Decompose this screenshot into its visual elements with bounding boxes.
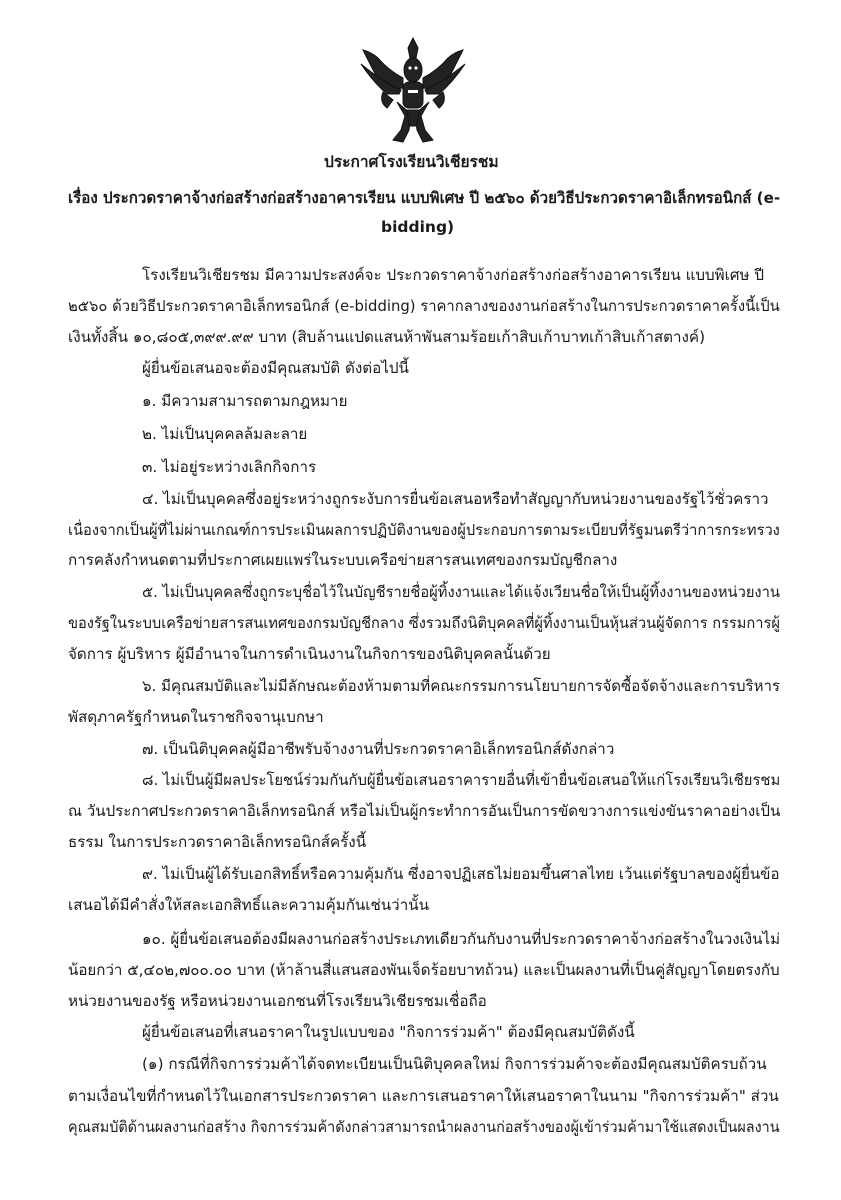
body-line: ของรัฐในระบบเครือข่ายสารสนเทศของกรมบัญชีกลาง ซึ่งรวมถึงนิติบุคคลที่ผู้ทิ้งงานเป็นหุ้นส่วนผู้จัดการ กรรมการผู้ [68,614,780,632]
body-line: ๘. ไม่เป็นผู้มีผลประโยชน์ร่วมกันกับผู้ยื่นข้อเสนอราคารายอื่นที่เข้ายื่นข้อเสนอให้แก่โรงเรียนวิเชียรชม [142,771,781,789]
body-line: ๒๕๖๐ ด้วยวิธีประกวดราคาอิเล็กทรอนิกส์ (e-bidding) ราคากลางของงานก่อสร้างในการประกวดราคาครั้งนี้เป็น [68,297,780,315]
body-line: ผู้ยื่นข้อเสนอจะต้องมีคุณสมบัติ ดังต่อไปนี้ [142,359,409,377]
body-line: ๓. ไม่อยู่ระหว่างเลิกกิจการ [142,458,317,476]
body-line: น้อยกว่า ๕,๔๐๒,๗๐๐.๐๐ บาท (ห้าล้านสี่แสนสองพันเจ็ดร้อยบาทถ้วน) และเป็นผลงานที่เป็นคู่สัญญาโดยตรงกับ [68,961,780,979]
body-line: ผู้ยื่นข้อเสนอที่เสนอราคาในรูปแบบของ "กิจการร่วมค้า" ต้องมีคุณสมบัติดังนี้ [142,1023,635,1041]
document-subject-line-1: เรื่อง ประกวดราคาจ้างก่อสร้างก่อสร้างอาคารเรียน แบบพิเศษ ปี ๒๕๖๐ ด้วยวิธีประกวดราคาอิเล็กทรอนิกส์ (e- [68,189,781,207]
body-line: (๑) กรณีที่กิจการร่วมค้าได้จดทะเบียนเป็นนิติบุคคลใหม่ กิจการร่วมค้าจะต้องมีคุณสมบัติครบถ้วน [142,1055,767,1073]
body-line: การคลังกำหนดตามที่ประกาศเผยแพร่ในระบบเครือข่ายสารสนเทศของกรมบัญชีกลาง [68,551,618,569]
document-subject-line-2: bidding) [381,218,455,236]
body-line: คุณสมบัติด้านผลงานก่อสร้าง กิจการร่วมค้าดังกล่าวสามารถนำผลงานก่อสร้างของผู้เข้าร่วมค้ามาใช้แสดงเป็นผลงาน [68,1118,780,1136]
document-header: ประกาศโรงเรียนวิเชียรชม [324,153,499,171]
body-line: ๖. มีคุณสมบัติและไม่มีลักษณะต้องห้ามตามที่คณะกรรมการนโยบายการจัดซื้อจัดจ้างและการบริหาร [142,677,780,695]
body-line: เสนอได้มีคำสั่งให้สละเอกสิทธิ์และความคุ้มกันเช่นว่านั้น [68,896,429,914]
garuda-emblem-icon [353,30,473,148]
body-line: ๙. ไม่เป็นผู้ได้รับเอกสิทธิ์หรือความคุ้มกัน ซึ่งอาจปฏิเสธไม่ยอมขึ้นศาลไทย เว้นแต่รัฐบาลของผู้ยื่นข้อ [142,865,780,883]
body-line: เนื่องจากเป็นผู้ที่ไม่ผ่านเกณฑ์การประเมินผลการปฏิบัติงานของผู้ประกอบการตามระเบียบที่รัฐมนตรีว่าการกระทรวง [68,521,780,539]
body-line: ๒. ไม่เป็นบุคคลล้มละลาย [142,425,308,443]
body-line: โรงเรียนวิเชียรชม มีความประสงค์จะ ประกวดราคาจ้างก่อสร้างก่อสร้างอาคารเรียน แบบพิเศษ ปี [142,266,764,284]
body-line: ตามเงื่อนไขที่กำหนดไว้ในเอกสารประกวดราคา และการเสนอราคาให้เสนอราคาในนาม "กิจการร่วมค้า" ส่วน [68,1087,779,1105]
body-line: ธรรม ในการประกวดราคาอิเล็กทรอนิกส์ครั้งนี้ [68,833,367,851]
body-line: ๑. มีความสามารถตามกฎหมาย [142,392,348,410]
body-line: ๑๐. ผู้ยื่นข้อเสนอต้องมีผลงานก่อสร้างประเภทเดียวกันกับงานที่ประกวดราคาจ้างก่อสร้างในวงเงินไม่ [142,930,781,948]
body-line: ๔. ไม่เป็นบุคคลซึ่งอยู่ระหว่างถูกระงับการยื่นข้อเสนอหรือทำสัญญากับหน่วยงานของรัฐไว้ชั่วคราว [142,490,769,508]
body-line: ๕. ไม่เป็นบุคคลซึ่งถูกระบุชื่อไว้ในบัญชีรายชื่อผู้ทิ้งงานและได้แจ้งเวียนชื่อให้เป็นผู้ทิ้งงานของหน่วยงาน [142,583,780,601]
body-line: หน่วยงานของรัฐ หรือหน่วยงานเอกชนที่โรงเรียนวิเชียรชมเชื่อถือ [68,992,487,1010]
body-line: ๗. เป็นนิติบุคคลผู้มีอาชีพรับจ้างงานที่ประกวดราคาอิเล็กทรอนิกส์ดังกล่าว [142,740,615,758]
body-line: ณ วันประกาศประกวดราคาอิเล็กทรอนิกส์ หรือไม่เป็นผู้กระทำการอันเป็นการขัดขวางการแข่งขันราคาอย่างเป็น [68,802,781,820]
body-line: พัสดุภาครัฐกำหนดในราชกิจจานุเบกษา [68,708,324,726]
body-line: เงินทั้งสิ้น ๑๐,๘๐๕,๓๙๙.๙๙ บาท (สิบล้านแปดแสนห้าพันสามร้อยเก้าสิบเก้าบาทเก้าสิบเก้าสตางค์) [68,328,706,346]
body-line: จัดการ ผู้บริหาร ผู้มีอำนาจในการดำเนินงานในกิจการของนิติบุคคลนั้นด้วย [68,645,551,663]
